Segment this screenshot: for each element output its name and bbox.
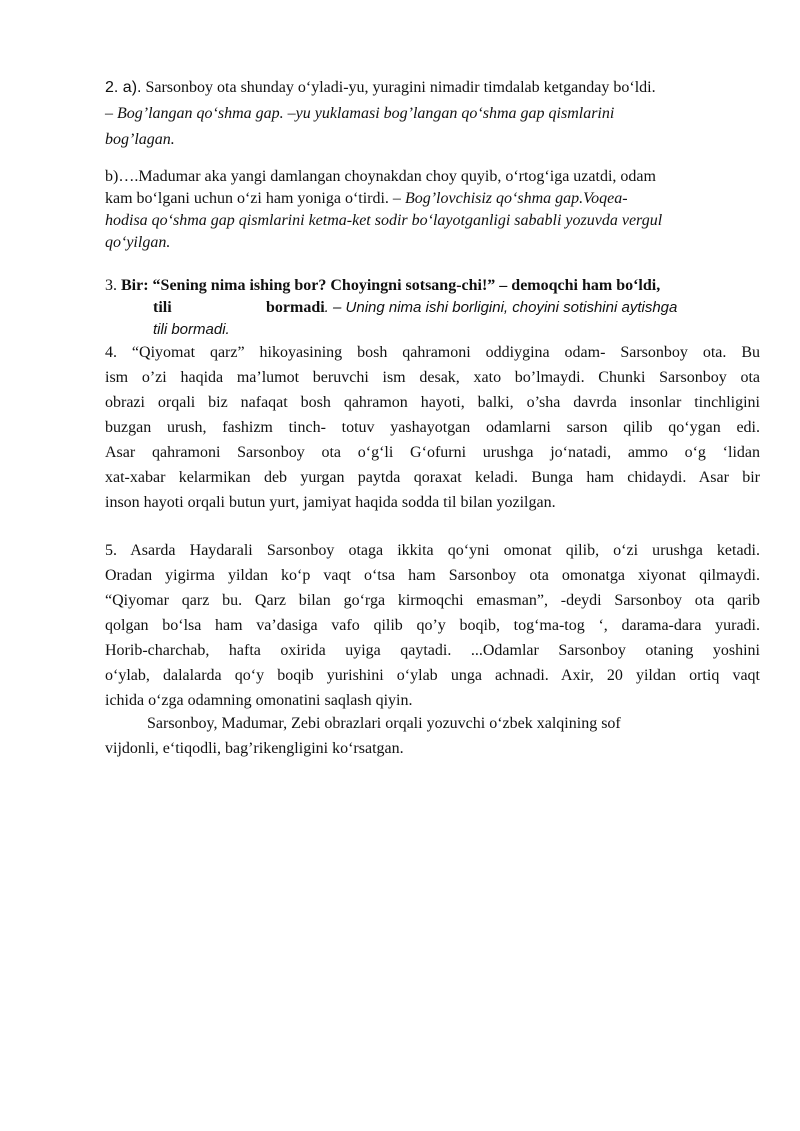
- p3-bold-word-tili: tili: [153, 299, 172, 316]
- p5-line-2: Oradan yigirma yildan ko‘p vaqt o‘tsa ham Sarsonboy ota omonatga xiyonat qilmaydi.: [105, 567, 760, 584]
- p3-number: 3.: [105, 277, 121, 294]
- p6-line-1: Sarsonboy, Madumar, Zebi obrazlari orqali yozuvchi o‘zbek xalqining sof: [147, 715, 621, 732]
- p4-line-7: inson hayoti orqali butun yurt, jamiyat haqida sodda til bilan yozilgan.: [105, 494, 556, 511]
- p5-line-6: o‘ylab, dalalarda qo‘y boqib yurishini o‘ylab unga achnadi. Axir, 20 yildan ortiq vaqt: [105, 667, 760, 684]
- p4-line-3: obrazi orqali biz nafaqat bosh qahramon hayoti, balki, o’sha davrda insonlar tinchligini: [105, 394, 760, 411]
- p5-line-3: “Qiyomar qarz bu. Qarz bilan go‘rga kirmoqchi emasman”, -deydi Sarsonboy ota qarib: [105, 592, 760, 609]
- p5-line-4: qolgan bo‘lsa ham va’dasiga vafo qilib qo’y boqib, tog‘ma-tog ‘, darama-dara yuradi.: [105, 617, 760, 634]
- p4-line-1: 4. “Qiyomat qarz” hikoyasining bosh qahramoni oddiygina odam- Sarsonboy ota. Bu: [105, 344, 760, 361]
- p5-line-7: ichida o‘zga odamning omonatini saqlash qiyin.: [105, 692, 413, 709]
- p4-line-4: buzgan urush, fashizm tinch- totuv yashayotgan odamlarni sarson qilib qo‘ygan edi.: [105, 419, 760, 436]
- p3-line-3: tili bormadi.: [153, 321, 230, 338]
- p2b-line-1: b)….Madumar aka yangi damlangan choynakdan choy quyib, o‘rtog‘iga uzatdi, odam: [105, 168, 656, 185]
- p2a-explanation-line-2: bog’lagan.: [105, 131, 175, 148]
- p2a-explanation-line-1: – Bog’langan qo‘shma gap. –yu yuklamasi bog’langan qo‘shma gap qismlarini: [105, 105, 615, 122]
- p4-line-2: ism o’zi haqida ma’lumot beruvchi ism desak, xato bo’lmaydi. Chunki Sarsonboy ota: [105, 369, 760, 386]
- p2b-line-2-italic: Bog’lovchisiz qo‘shma gap.Voqea-: [404, 190, 628, 207]
- p2b-line-4: qo‘yilgan.: [105, 234, 171, 251]
- p2b-line-3: hodisa qo‘shma gap qismlarini ketma-ket sodir bo‘layotganligi sababli yozuvda vergul: [105, 212, 663, 229]
- p4-line-5: Asar qahramoni Sarsonboy ota o‘g‘li G‘ofurni urushga jo‘natadi, ammo o‘g ‘lidan: [105, 444, 760, 461]
- p4-line-6: xat-xabar kelarmikan deb yurgan paytda qoraxat keladi. Bunga ham chidaydi. Asar bir: [105, 469, 760, 486]
- p2a-text: Sarsonboy ota shunday o‘yladi-yu, yuragini nimadir timdalab ketganday bo‘ldi.: [141, 79, 656, 96]
- p2b-line-2: [105, 189, 628, 209]
- p2a-line-1: [105, 78, 656, 98]
- p3-line-1: [105, 276, 660, 296]
- p3-line-2: [266, 298, 677, 318]
- p3-bold-word-bormadi: bormadi: [266, 299, 325, 316]
- p2a-label: 2. a).: [105, 79, 142, 96]
- p6-line-2: vijdonli, e‘tiqodli, bag’rikengligini ko‘rsatgan.: [105, 740, 404, 757]
- p5-line-1: 5. Asarda Haydarali Sarsonboy otaga ikkita qo‘yni omonat qilib, o‘zi urushga ketadi.: [105, 542, 760, 559]
- p3-bold-line-1: Bir: “Sening nima ishing bor? Choyingni sotsang-chi!” – demoqchi ham bo‘ldi,: [121, 277, 661, 294]
- p3-line-2-rest: . – Uning nima ishi borligini, choyini sotishini aytishga: [324, 299, 678, 316]
- p5-line-5: Horib-charchab, hafta oxirida uyiga qaytadi. ...Odamlar Sarsonboy otaning yoshini: [105, 642, 760, 659]
- p2b-line-2-normal: kam bo‘lgani uchun o‘zi ham yoniga o‘tirdi. –: [105, 190, 405, 207]
